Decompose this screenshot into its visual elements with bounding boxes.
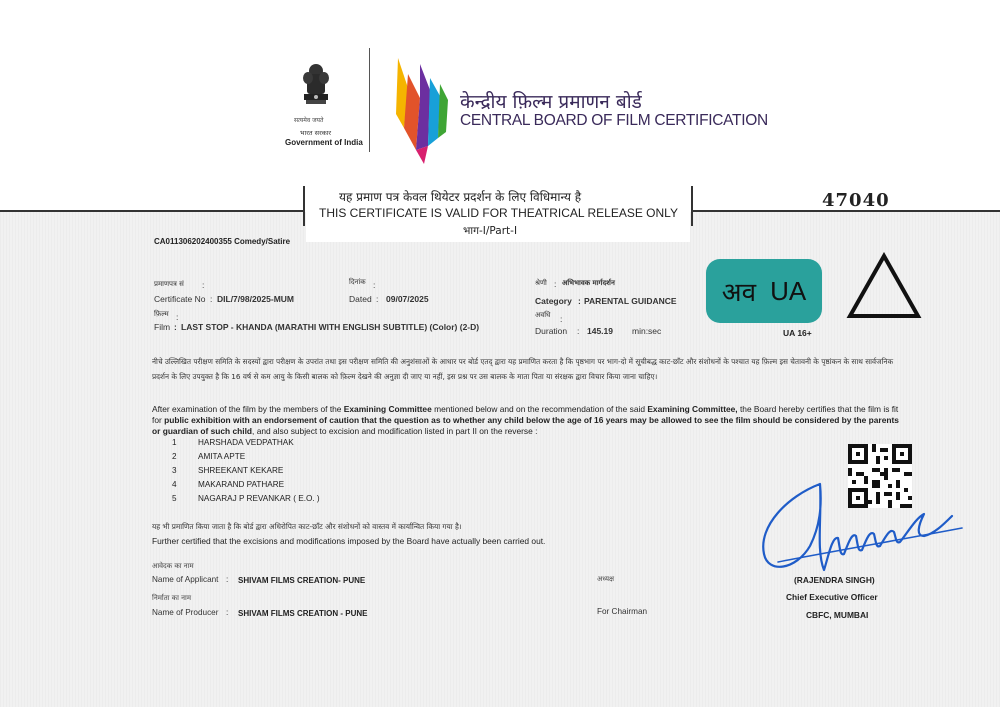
para-en-5: the Board hereby certifies that the film is fit for: [152, 404, 899, 425]
member-row: 4 MAKARAND PATHARE: [172, 480, 285, 489]
film-value: LAST STOP - KHANDA (MARATHI WITH ENGLISH SUBTITLE) (Color) (2-D): [181, 322, 480, 332]
certification-text-english: [152, 404, 904, 437]
chairman-hindi: अध्यक्ष: [597, 575, 615, 583]
duration-hindi: अवधि: [535, 311, 551, 319]
rule-left-tick: [303, 186, 305, 226]
category-colon: :: [578, 296, 581, 306]
rating-badge: [706, 259, 822, 323]
para-en-1: After examination of the film by the members of the: [152, 404, 342, 414]
duration-value: 145.19: [587, 326, 613, 336]
duration-label: Duration: [535, 326, 568, 336]
film-colon: :: [174, 322, 177, 332]
emblem-motto: सत्यमेव जयते: [294, 117, 324, 124]
film-label: Film: [154, 322, 171, 332]
member-row: 5 NAGARAJ P REVANKAR ( E.O. ): [172, 494, 320, 503]
header-divider: [369, 48, 370, 152]
validity-hindi: यह प्रमाण पत्र केवल थियेटर प्रदर्शन के लिए विधिमान्य है: [339, 190, 582, 204]
cbfc-logo: [394, 54, 448, 166]
cert-no-label: Certificate No: [154, 294, 206, 304]
para-en-4: Examining Committee,: [647, 404, 738, 414]
cert-no-value: DIL/7/98/2025-MUM: [217, 294, 294, 304]
board-name-english: CENTRAL BOARD OF FILM CERTIFICATION: [460, 112, 768, 129]
cert-no-hindi-colon: :: [202, 280, 205, 290]
para-en-7: , and also subject to excision and modification listed in part II on the reverse :: [252, 426, 538, 436]
member-row: 3 SHREEKANT KEKARE: [172, 466, 284, 475]
part-label: भाग-I/Part-I: [463, 225, 518, 237]
validity-english: THIS CERTIFICATE IS VALID FOR THEATRICAL RELEASE ONLY: [319, 206, 678, 220]
applicant-label: Name of Applicant: [152, 575, 219, 584]
signature: [748, 466, 964, 586]
triangle-icon: [846, 252, 922, 320]
member-row: 1 HARSHADA VEDPATHAK: [172, 438, 294, 447]
category-hindi-label: श्रेणी: [535, 279, 547, 287]
para-en-6: public exhibition with an endorsement of caution that the question as to whether any child below the age of 16 years may be allowed to see the film should be considered by the parents or guardian of such child: [152, 415, 899, 436]
dated-value: 09/07/2025: [386, 294, 429, 304]
rating-subtext: UA 16+: [783, 328, 812, 338]
national-emblem: [296, 58, 336, 116]
category-value: PARENTAL GUIDANCE: [584, 296, 677, 306]
rule-left: [0, 210, 304, 212]
film-hindi: फ़िल्म: [154, 310, 169, 318]
category-hindi-value: अभिभावक मार्गदर्शन: [562, 279, 615, 287]
dated-colon: :: [376, 294, 379, 304]
dated-hindi-colon: :: [373, 280, 376, 290]
further-text-english: Further certified that the excisions and modifications imposed by the Board have actually been carried out.: [152, 536, 546, 546]
member-row: 2 AMITA APTE: [172, 452, 246, 461]
producer-label: Name of Producer: [152, 608, 219, 617]
applicant-value: SHIVAM FILMS CREATION- PUNE: [238, 576, 366, 585]
rating-english: UA: [770, 275, 807, 306]
producer-colon: :: [226, 608, 229, 617]
emblem-country-english: Government of India: [285, 138, 363, 147]
board-name-hindi: केन्द्रीय फ़िल्म प्रमाणन बोर्ड: [460, 91, 642, 113]
reference-code: CA011306202400355 Comedy/Satire: [154, 237, 291, 246]
producer-hindi: निर्माता का नाम: [152, 594, 192, 602]
cert-no-hindi: प्रमाणपत्र सं: [154, 280, 184, 288]
signatory-title: Chief Executive Officer: [786, 592, 878, 602]
signatory-name: (RAJENDRA SINGH): [794, 575, 875, 585]
duration-hindi-colon: :: [560, 314, 563, 324]
chairman-english: For Chairman: [597, 607, 648, 616]
applicant-colon: :: [226, 575, 229, 584]
certification-text-hindi: नीचे उल्लिखित परीक्षण समिति के सदस्यों द्वारा परीक्षण के उपरांत तथा इस परीक्षण समिति की अनुशंसाओं के आधार पर बोर्ड एतद् द्वारा यह प्रमाणित करता है कि पृष्ठभाग पर भाग-दो में सूचीबद्ध काट-छाँट और संशोधनों के पश्चात यह फ़िल्म इस चेतावनी के पृष्ठांकन के साथ सार्वजनिक प्रदर्शन के लिए उपयुक्त है कि 16 वर्ष से कम आयु के किसी बालक को फ़िल्म देखने की अनुज्ञा दी जाए या नहीं, इस प्रश्न पर उस बालक के माता पिता या संरक्षक द्वारा विचार किया जाना चाहिए।: [152, 357, 894, 381]
para-en-2: Examining Committee: [343, 404, 432, 414]
duration-unit: min:sec: [632, 326, 662, 336]
rule-right-tick: [691, 186, 693, 226]
para-en-3: mentioned below and on the recommendation of the said: [434, 404, 646, 414]
film-hindi-colon: :: [176, 312, 179, 322]
rating-hindi: अव: [721, 278, 757, 308]
applicant-hindi: आवेदक का नाम: [152, 562, 194, 570]
further-text-hindi: यह भी प्रमाणित किया जाता है कि बोर्ड द्वारा अधिरोपित काट-छाँट और संशोधनों को वास्तव में कार्यान्वित किया गया है।: [152, 522, 462, 531]
duration-colon: :: [577, 326, 580, 336]
signatory-office: CBFC, MUMBAI: [806, 610, 869, 620]
producer-value: SHIVAM FILMS CREATION - PUNE: [238, 609, 368, 618]
cert-no-colon: :: [210, 294, 213, 304]
serial-number: 47040: [822, 190, 890, 211]
dated-label: Dated: [349, 294, 372, 304]
category-label: Category: [535, 296, 572, 306]
category-hindi-colon: :: [554, 279, 557, 289]
dated-hindi: दिनांक: [349, 278, 366, 286]
emblem-country-hindi: भारत सरकार: [300, 129, 332, 137]
